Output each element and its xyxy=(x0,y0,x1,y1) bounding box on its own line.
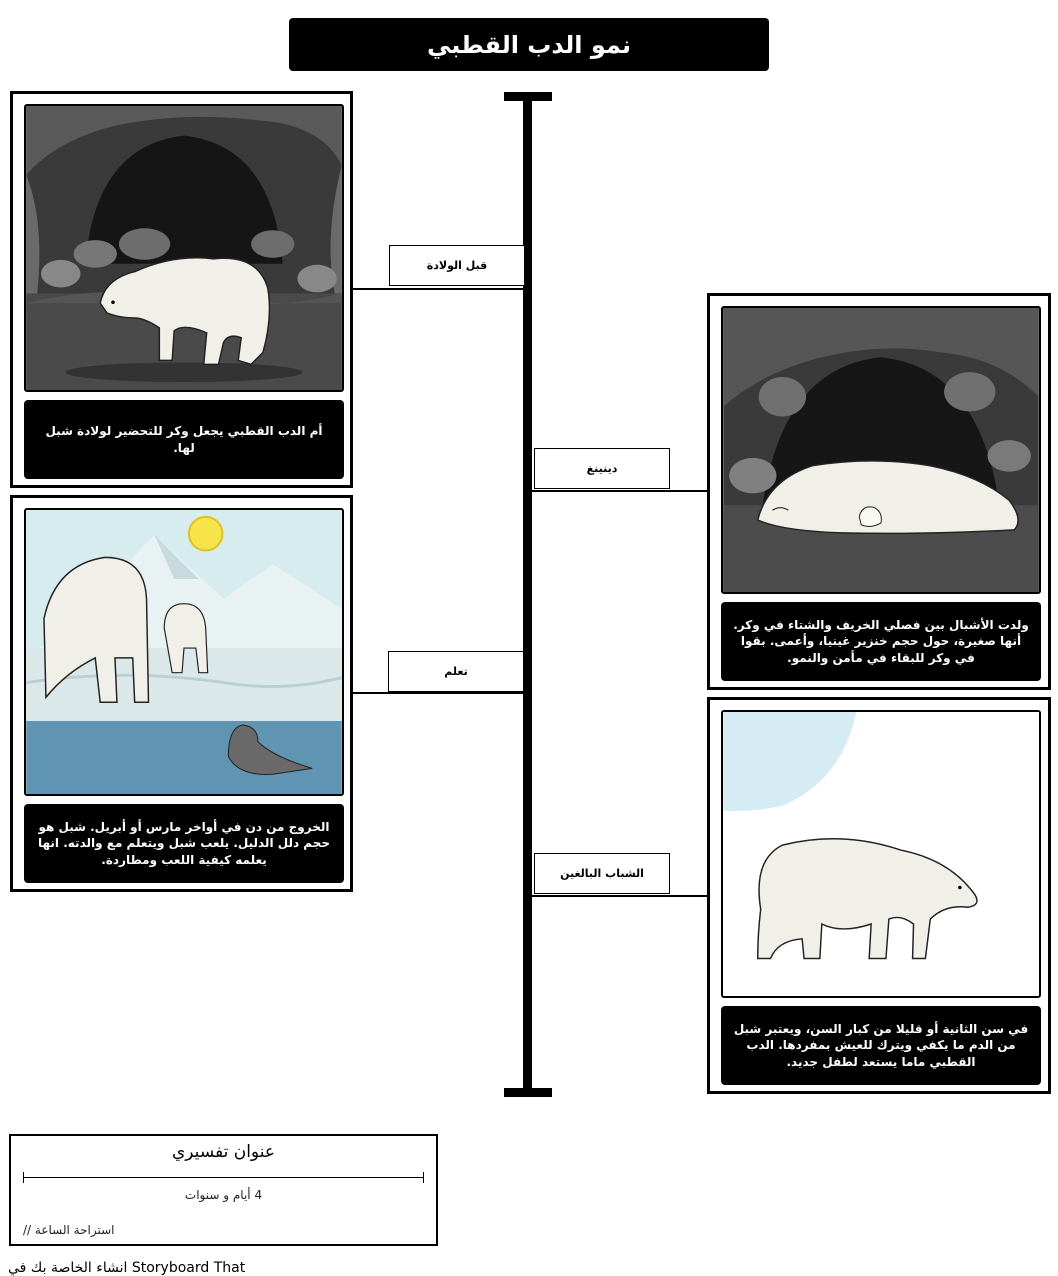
page-title: نمو الدب القطبي xyxy=(289,18,769,71)
footer-credit[interactable]: Storyboard That انشاء الخاصة بك في xyxy=(8,1260,246,1276)
card-young-adult[interactable] xyxy=(707,697,1051,1094)
connector-learning xyxy=(353,692,525,694)
caption-denning: ولدت الأشبال بين فصلي الخريف والشتاء في وكر. أنها صغيرة، حول حجم خنزير غينيا، وأعمى. بقوا في وكر للبقاء في مأمن والنمو. xyxy=(721,602,1041,681)
legend-break-label: استراحة الساعة // xyxy=(23,1223,115,1237)
caption-before-birth: أم الدب القطبي يجعل وكر للتحضير لولادة شبل لها. xyxy=(24,400,344,479)
young-adult-bear-illustration xyxy=(723,712,1039,996)
arctic-bears-illustration xyxy=(26,510,342,794)
connector-denning xyxy=(532,490,708,492)
label-learning[interactable]: تعلم xyxy=(388,651,524,692)
label-denning[interactable]: دينينغ xyxy=(534,448,670,489)
legend-scale-rule xyxy=(23,1177,424,1178)
legend-scale-text: 4 أيام و سنوات xyxy=(184,1188,263,1202)
caption-learning: الخروج من دن في أواخر مارس أو أبريل. شبل هو حجم دلل الدليل. يلعب شبل ويتعلم مع والدته. انها يعلمه كيفية اللعب ومطاردة. xyxy=(24,804,344,883)
scene-arctic-bears-seal xyxy=(24,508,344,796)
label-young-adult[interactable]: الشباب البالغين xyxy=(534,853,670,894)
caption-young-adult: في سن الثانية أو قليلا من كبار السن، ويعتبر شبل من الدم ما يكفي ويترك للعيش بمفردها. الدب القطبي ماما يستعد لطفل جديد. xyxy=(721,1006,1041,1085)
connector-young-adult xyxy=(532,895,708,897)
legend-title: عنوان تفسيري xyxy=(172,1142,275,1162)
scene-den-sleeping-bear xyxy=(721,306,1041,594)
scene-young-adult-bear xyxy=(721,710,1041,998)
timeline-bottom-cap xyxy=(504,1088,552,1097)
connector-before-birth xyxy=(353,288,525,290)
label-before-birth[interactable]: قبل الولادة xyxy=(389,245,525,286)
cave-bear-illustration xyxy=(26,106,342,390)
card-before-birth[interactable] xyxy=(10,91,353,488)
scene-cave-mother-bear xyxy=(24,104,344,392)
card-learning[interactable] xyxy=(10,495,353,892)
den-bear-cub-illustration xyxy=(723,308,1039,592)
card-denning[interactable] xyxy=(707,293,1051,690)
timeline-legend xyxy=(9,1134,438,1246)
